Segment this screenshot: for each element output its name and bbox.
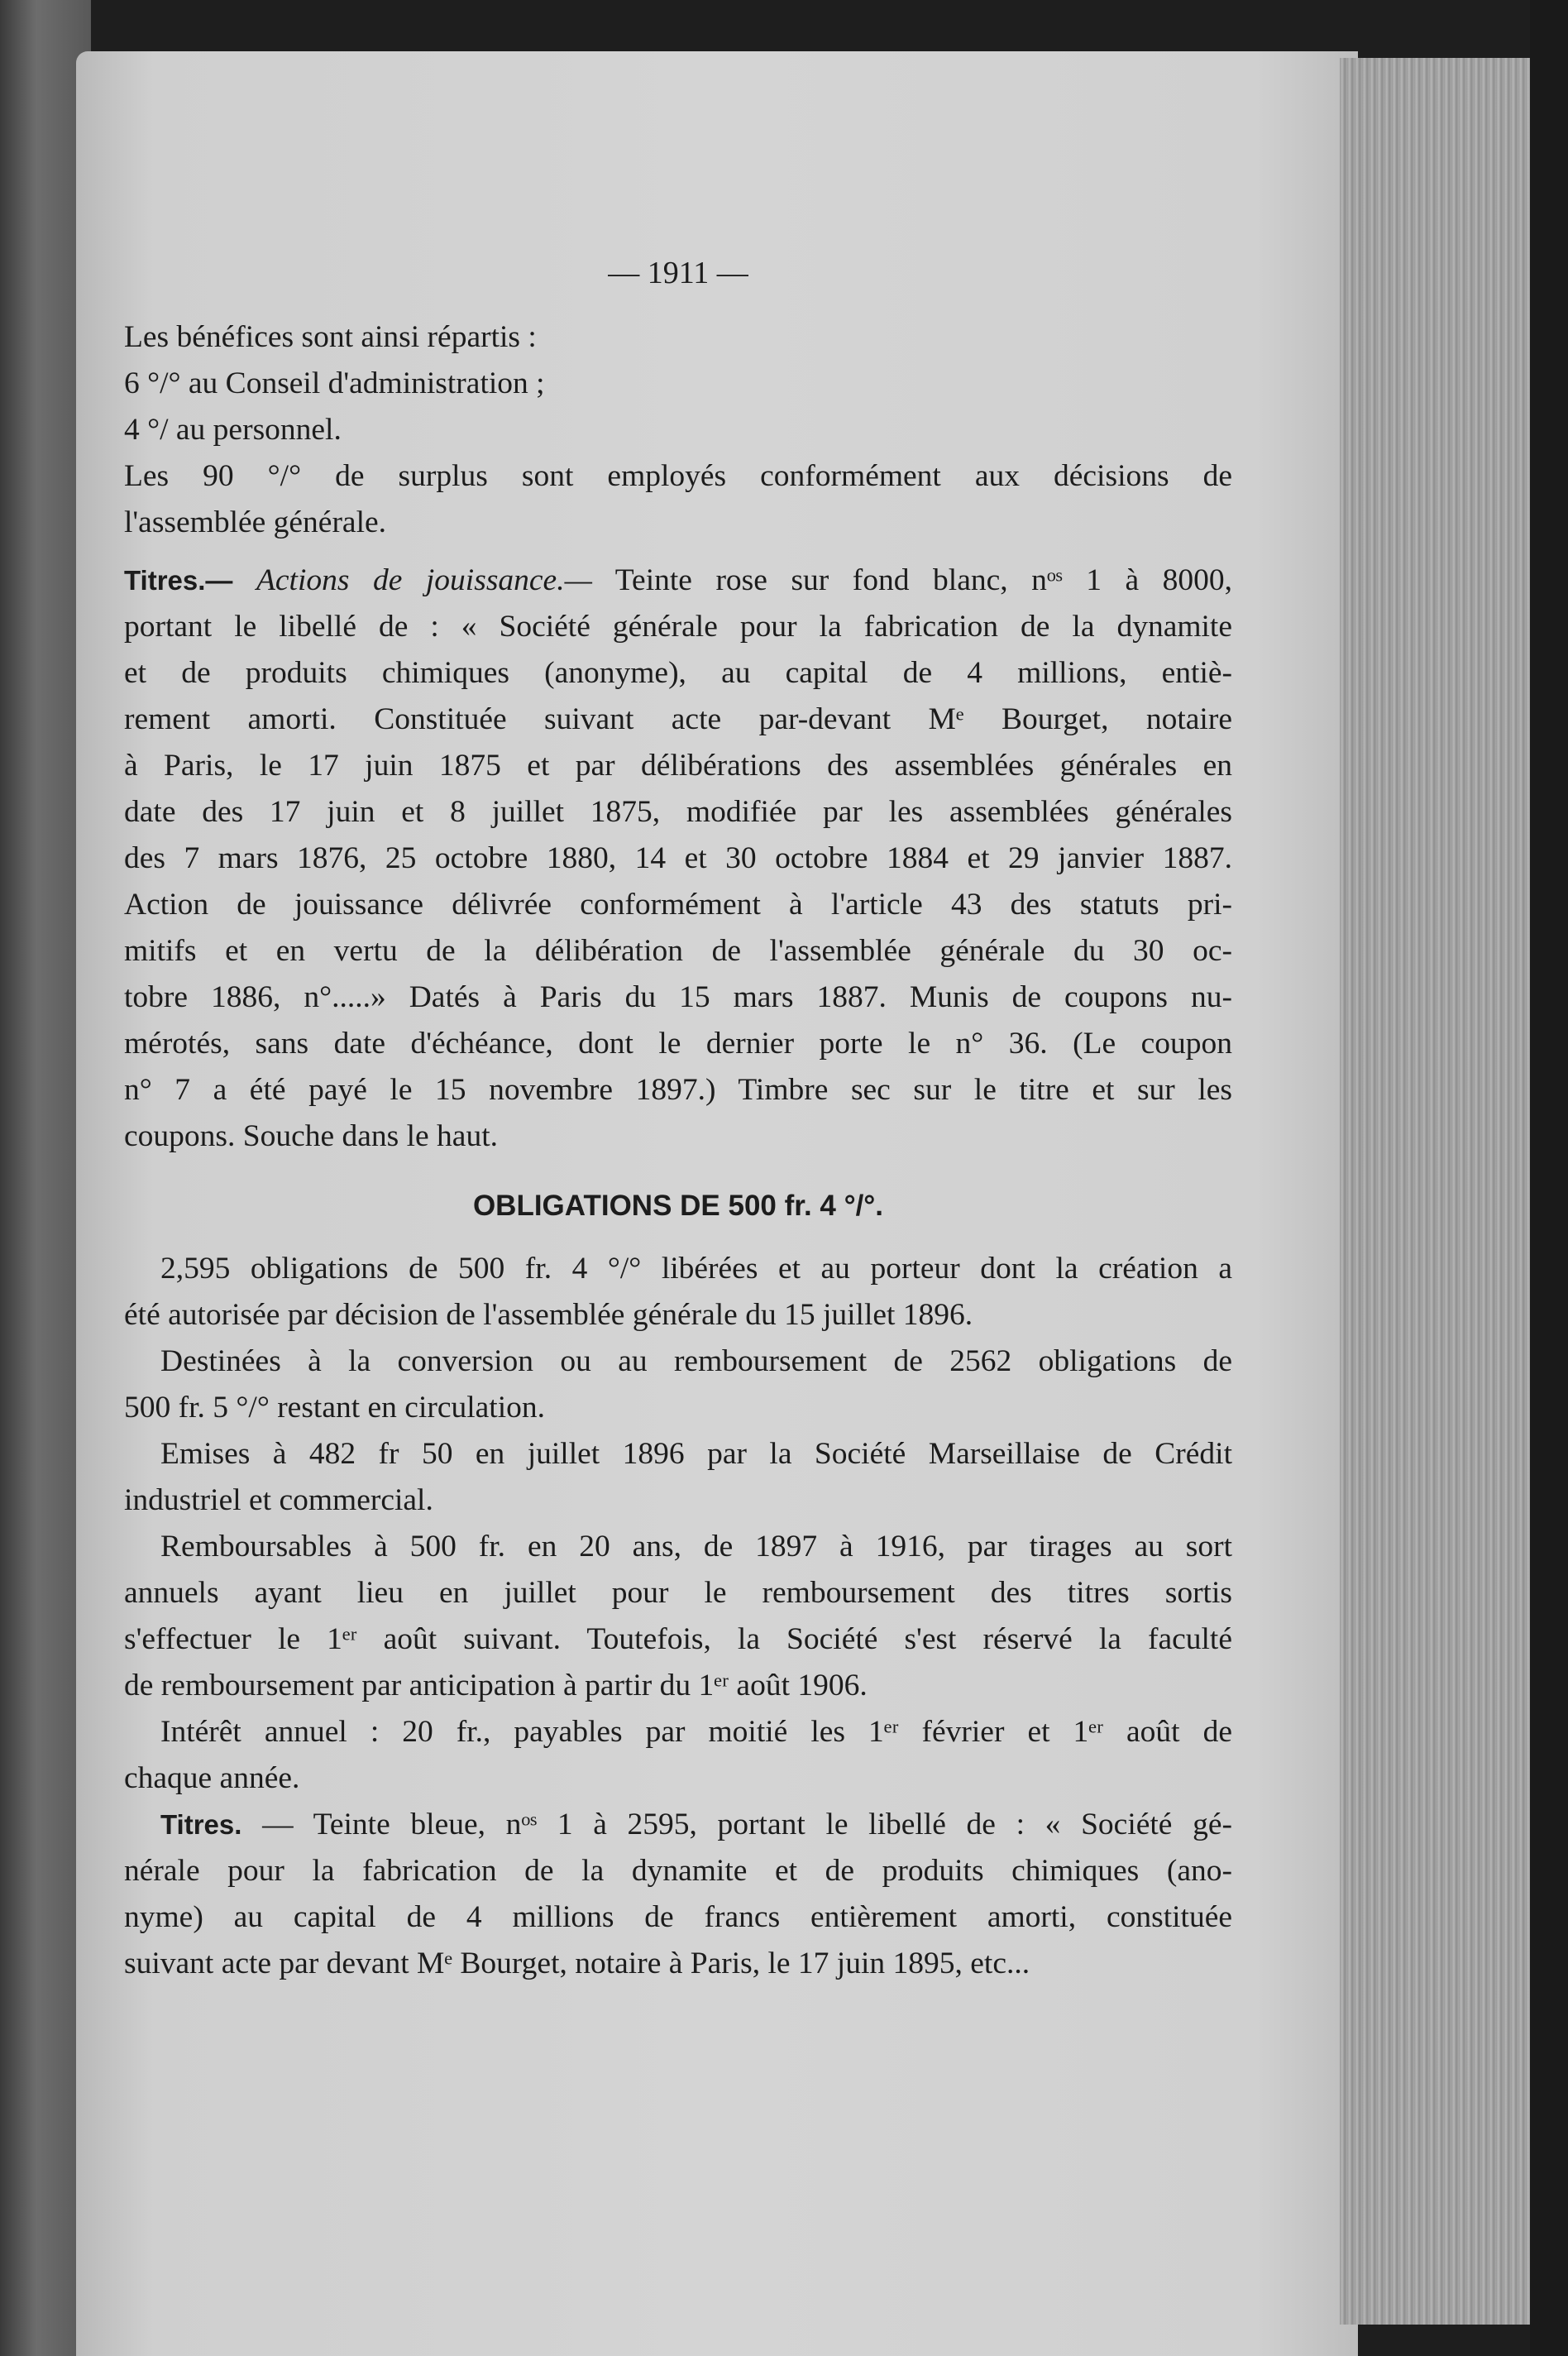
text-line: Emises à 482 fr 50 en juillet 1896 par la Société Marseillaise de Crédit	[160, 1437, 1232, 1471]
text-line: rement amorti. Constituée suivant acte par-devant Mᵉ Bourget, notaire	[124, 702, 1232, 736]
text-line: n° 7 a été payé le 15 novembre 1897.) Timbre sec sur le titre et sur les	[124, 1073, 1232, 1107]
paragraph-remboursables	[124, 1524, 1232, 1709]
paragraph-interet	[124, 1709, 1232, 1802]
paragraph-obligations	[124, 1246, 1232, 1338]
text-line: 500 fr. 5 °/° restant en circulation.	[124, 1391, 546, 1425]
page-leaves-edge	[1340, 58, 1530, 2325]
text-line: l'assemblée générale.	[124, 505, 387, 539]
titres-actions-paragraph	[124, 558, 1232, 1160]
text-line: 6 °/° au Conseil d'administration ;	[124, 366, 545, 400]
text-line: date des 17 juin et 8 juillet 1875, modifiée par les assemblées générales	[124, 795, 1232, 829]
text-line: nyme) au capital de 4 millions de francs entièrement amorti, constituée	[124, 1900, 1232, 1934]
text-line: mérotés, sans date d'échéance, dont le dernier porte le n° 36. (Le coupon	[124, 1027, 1232, 1061]
titres-italic: Actions de jouissance.—	[256, 563, 592, 597]
titres-lead: Titres.—	[124, 565, 233, 596]
text-fragment: Teinte rose sur fond blanc, nᵒˢ 1 à 8000,	[591, 563, 1232, 597]
text-line: 4 °/ au personnel.	[124, 413, 342, 447]
text-fragment: — Teinte bleue, nᵒˢ 1 à 2595, portant le libellé de : « Société gé-	[241, 1808, 1232, 1841]
paragraph-emises	[124, 1431, 1232, 1524]
intro-block	[124, 314, 1232, 546]
text-line	[124, 1802, 1232, 1848]
section-heading: OBLIGATIONS DE 500 fr. 4 °/°.	[472, 1190, 884, 1222]
text-line: Remboursables à 500 fr. en 20 ans, de 1897 à 1916, par tirages au sort	[160, 1530, 1232, 1563]
text-line	[124, 558, 1232, 604]
page-number: — 1911 —	[608, 256, 748, 290]
text-line: des 7 mars 1876, 25 octobre 1880, 14 et 30 octobre 1884 et 29 janvier 1887.	[124, 841, 1232, 875]
text-line: tobre 1886, n°.....» Datés à Paris du 15 mars 1887. Munis de coupons nu-	[124, 980, 1232, 1014]
text-line: et de produits chimiques (anonyme), au capital de 4 millions, entiè-	[124, 656, 1232, 690]
text-line: Les 90 °/° de surplus sont employés conformément aux décisions de	[124, 459, 1232, 493]
text-line: mitifs et en vertu de la délibération de l'assemblée générale du 30 oc-	[124, 934, 1232, 968]
text-line: industriel et commercial.	[124, 1483, 433, 1517]
text-line: de remboursement par anticipation à partir du 1ᵉʳ août 1906.	[124, 1669, 868, 1702]
page-text	[124, 314, 1232, 1987]
text-line: coupons. Souche dans le haut.	[124, 1119, 498, 1153]
text-line: à Paris, le 17 juin 1875 et par délibérations des assemblées générales en	[124, 749, 1232, 783]
text-line: Les bénéfices sont ainsi répartis :	[124, 320, 537, 354]
text-line: été autorisée par décision de l'assemblée générale du 15 juillet 1896.	[124, 1298, 973, 1332]
paragraph-destinees	[124, 1338, 1232, 1431]
text-line: chaque année.	[124, 1761, 300, 1795]
text-line: 2,595 obligations de 500 fr. 4 °/° libérées et au porteur dont la création a	[160, 1252, 1232, 1286]
text-line: suivant acte par devant Mᵉ Bourget, notaire à Paris, le 17 juin 1895, etc...	[124, 1947, 1030, 1980]
text-line: nérale pour la fabrication de la dynamite et de produits chimiques (ano-	[124, 1854, 1232, 1888]
text-line: Action de jouissance délivrée conformément à l'article 43 des statuts pri-	[124, 888, 1232, 922]
scan-background	[1530, 0, 1568, 2356]
text-line: Intérêt annuel : 20 fr., payables par moitié les 1ᵉʳ février et 1ᵉʳ août de	[160, 1715, 1232, 1749]
titres-obligations-paragraph	[124, 1802, 1232, 1987]
text-line: portant le libellé de : « Société générale pour la fabrication de la dynamite	[124, 610, 1232, 644]
text-line: s'effectuer le 1ᵉʳ août suivant. Toutefois, la Société s'est réservé la faculté	[124, 1622, 1232, 1656]
titres-lead: Titres.	[160, 1809, 242, 1840]
text-line: annuels ayant lieu en juillet pour le remboursement des titres sortis	[124, 1576, 1232, 1610]
text-line: Destinées à la conversion ou au remboursement de 2562 obligations de	[160, 1344, 1232, 1378]
